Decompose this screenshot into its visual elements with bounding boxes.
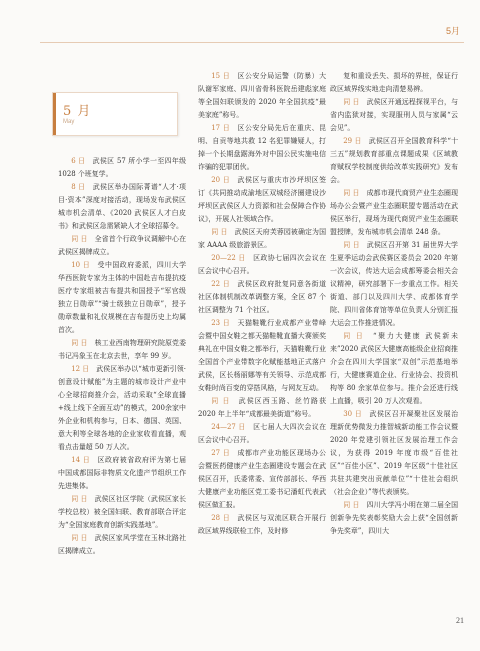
chronicle-entry — [198, 174, 326, 226]
entry-date: 同 日 — [211, 397, 231, 405]
entry-date: 同 日 — [343, 189, 360, 197]
entry-text: 武侯区 57 所小学一至四年级 1028 个班复学。 — [58, 157, 187, 178]
month-accent-bar — [53, 93, 56, 135]
chronicle-entry — [198, 278, 326, 317]
chronicle-entry — [330, 408, 458, 499]
entry-date: 12 日 — [71, 365, 90, 373]
text-column-3 — [330, 70, 458, 538]
entry-text: 核工业西南物理研究院原党委书记冯象玉在北京去世，享年 99 岁。 — [58, 339, 187, 360]
entry-text: 受中国政府委派，四川大学华西医院专家为主体的中国赴吉布提抗疫医疗专家组被吉布提共和国授予“军官级独立日勋章”“骑士级独立日勋章”，授予勋章数量和礼仪规模在吉布提历史上均属首次。 — [58, 261, 187, 334]
entry-text: 区公安分局运警（防暴）大队谢军家庭、四川省骨科医院岳建彪家庭等全国妇联颁发的 2020 年全国抗疫“最美家庭”称号。 — [198, 72, 327, 119]
month-title-block — [52, 92, 178, 136]
entry-date: 同 日 — [71, 235, 88, 243]
entry-date: 23 日 — [211, 319, 231, 327]
page-header — [40, 22, 464, 43]
entry-date: 同 日 — [343, 98, 360, 106]
entry-date: 同 日 — [71, 339, 88, 347]
chronicle-entry — [198, 226, 326, 252]
entry-date: 同 日 — [211, 228, 228, 236]
chronicle-entry — [330, 330, 458, 408]
entry-date: 同 日 — [71, 495, 88, 503]
entry-date: 20—22 日 — [211, 254, 246, 262]
entry-date: 10 日 — [71, 261, 91, 269]
entry-date: 同 日 — [343, 501, 360, 509]
entry-date: 同 日 — [343, 332, 365, 340]
entry-date: 6 日 — [71, 157, 86, 165]
entry-text: 武侯区与重庆市沙坪坝区签订《共同推动成渝地区双城经济圈建设沙坪坝区武侯区人力资源和社会保障合作协议》，开展人社领域合作。 — [198, 176, 327, 223]
entry-text: 成都市产业功能区现场办公会暨医药健康产业生态圈建设专题会在武侯区召开，氏委常委、宣传部部长、华西大健康产业功能区党工委书记潘虹代表武侯区做汇报。 — [198, 449, 327, 509]
entry-text: 成都市现代商贸产业生态圈现场办公会暨产业生态圈联盟专题活动在武侯区举行，现场为现代商贸产业生态圈联盟授牌，发布城市机会清单 248 条。 — [330, 189, 459, 236]
chronicle-entry — [198, 447, 326, 512]
chronicle-entry — [330, 135, 458, 187]
entry-text: “聚力大健康 武侯新未来”2020 武侯区大健康高能级企业招商推介会在四川大学国家“双创”示范基地举行，大健康赛道企业、行业协会、投资机构等 80 余家单位参与。推介会还进行线上直播，吸引 20 万人次观看。 — [330, 332, 458, 405]
entry-text: 区政协七届四次会议在区会议中心召开。 — [198, 254, 327, 275]
entry-date: 同 日 — [71, 534, 88, 542]
month-title: 5 月 — [63, 104, 92, 119]
chronicle-entry — [330, 96, 458, 135]
chronicle-entry — [330, 499, 458, 538]
chronicle-entry — [198, 70, 326, 122]
chronicle-entry — [58, 337, 186, 363]
entry-text: 武侯区举办以“城市更新引领·创意设计赋能”为主题的城市设计产业中心全球招商推介会，活动采取“全球直播+线上线下全面互动”的模式，200余家中外企业和机构参与，日本、德国、英国、意大利等全球各地的企业家收看直播，观看点击量超 50 万人次。 — [58, 365, 186, 451]
entry-date: 17 日 — [211, 124, 231, 132]
chronicle-entry — [330, 239, 458, 330]
entry-date: 24—27 日 — [211, 423, 246, 431]
entry-text: 武侯区政府批复同意各街道社区体制机制改革调整方案，全区 87 个社区调整为 71 个社区。 — [198, 280, 327, 314]
text-column-1 — [58, 155, 186, 558]
entry-text: 武侯区召开全国教育科学“十三五”规划教育部重点课题成果《区域教育赋权学校制度供给改革实践研究》发布会。 — [330, 137, 459, 184]
entry-text: 武侯区召开第 31 届世界大学生夏季运动会武侯赛区委员会 2020 年第一次会议，传达大运会成都筹委会相关会议精神，研究部署下一步重点工作。相关街道、部门以及四川大学、成都体育学院、四川省体育馆等单位负责人分别汇报大运会工作推进情况。 — [330, 241, 458, 327]
chronicle-entry — [58, 454, 186, 493]
entry-date: 22 日 — [211, 280, 231, 288]
entry-date: 30 日 — [343, 410, 363, 418]
entry-text: 武侯区西玉路、丝竹路获 2020 年上半年“成都最美街道”称号。 — [198, 397, 327, 418]
chronicle-entry — [58, 493, 186, 532]
header-month: 5月 — [445, 26, 460, 36]
entry-text: 四川大学冯小明在第二届全国创新争先奖表彰奖励大会上获“全国创新争先奖章”，四川大 — [330, 501, 459, 535]
entry-text: 武侯区家风学堂在玉林北路社区揭牌成立。 — [58, 534, 187, 555]
page-number: 21 — [456, 616, 464, 625]
chronicle-entry — [58, 155, 186, 181]
text-column-2 — [198, 70, 326, 538]
entry-date: 29 日 — [343, 137, 362, 145]
entry-text: 区公安分局先后在重庆、昆明、自贡等地共救 12 名犯罪嫌疑人，打掉一个长期盘踞海外对中国公民实施电信诈骗的犯罪团伙。 — [198, 124, 327, 171]
chronicle-entry — [58, 532, 186, 558]
chronicle-entry — [198, 421, 326, 447]
entry-date: 20 日 — [211, 176, 231, 184]
chronicle-entry — [330, 187, 458, 239]
chronicle-entry — [58, 259, 186, 337]
chronicle-entry — [198, 512, 326, 538]
chronicle-entry — [58, 181, 186, 233]
entry-text: 武侯区与双流区联合开展行政区域界线联检工作，及时修 — [198, 514, 327, 535]
entry-text: 武侯区开通远程探视平台，与省内监狱对接，实现服刑人员与家属“云会见”。 — [330, 98, 459, 132]
entry-text: 武侯区举办国际菁谱“人才·项目·资本”深度对接活动，现场发布武侯区城市机会清单、《2020 武侯区人才白皮书》和武侯区急需紧缺人才全球招募令。 — [58, 183, 186, 230]
entry-date: 14 日 — [71, 456, 91, 464]
entry-date: 同 日 — [343, 241, 360, 249]
entry-text: 天猫鞋靴行业成都产业带峰会暨中国女鞋之都天猫鞋靴直播大赛颁奖典礼在中国女鞋之都举行，天猫鞋靴行业全国首个产业带数字化赋能基地正式落户武侯，区长杨丽娜等有关领导、示范成都女鞋时尚百变的穿搭风格，与网友互动。 — [198, 319, 327, 392]
entry-date: 8 日 — [71, 183, 86, 191]
entry-date: 28 日 — [211, 514, 231, 522]
month-subtitle: May — [63, 119, 75, 125]
chronicle-entry — [198, 317, 326, 395]
chronicle-entry — [58, 363, 186, 454]
chronicle-entry — [198, 395, 326, 421]
entry-text: 武侯区天府芙蓉园被确定为国家 AAAA 级旅游景区。 — [198, 228, 327, 249]
entry-date: 15 日 — [211, 72, 231, 80]
entry-text: 复和重设丢失、损坏的界桩，保证行政区域界线实地走向清楚易辨。 — [330, 72, 458, 93]
chronicle-entry — [58, 233, 186, 259]
entry-date: 27 日 — [211, 449, 231, 457]
chronicle-entry — [198, 252, 326, 278]
entry-text: 区七届人大四次会议在区会议中心召开。 — [198, 423, 327, 444]
chronicle-entry — [330, 70, 458, 96]
entry-text: 武侯区召开凝聚社区发展治理新优势微发力推智城新动能工作会议暨 2020 年党建引领社区发展治理工作会议，为获得 2019 年度市级“百佳社区”“百佳小区”、2019 年区级“十佳社区共驻共建突出贡献单位”“十佳社会组织（社会企业）”等代表颁奖。 — [330, 410, 459, 496]
entry-text: 全省首个行政争议调解中心在武侯区揭牌成立。 — [58, 235, 187, 256]
entry-text: 武侯区社区学院（武侯区家长学校总校）被全国妇联、教育部联合评定为“全国家庭教育创新实践基地”。 — [58, 495, 187, 529]
chronicle-entry — [198, 122, 326, 174]
entry-text: 区政府被省政府评为第七届中国成都国际非物质文化遗产节组织工作先进集体。 — [58, 456, 187, 490]
